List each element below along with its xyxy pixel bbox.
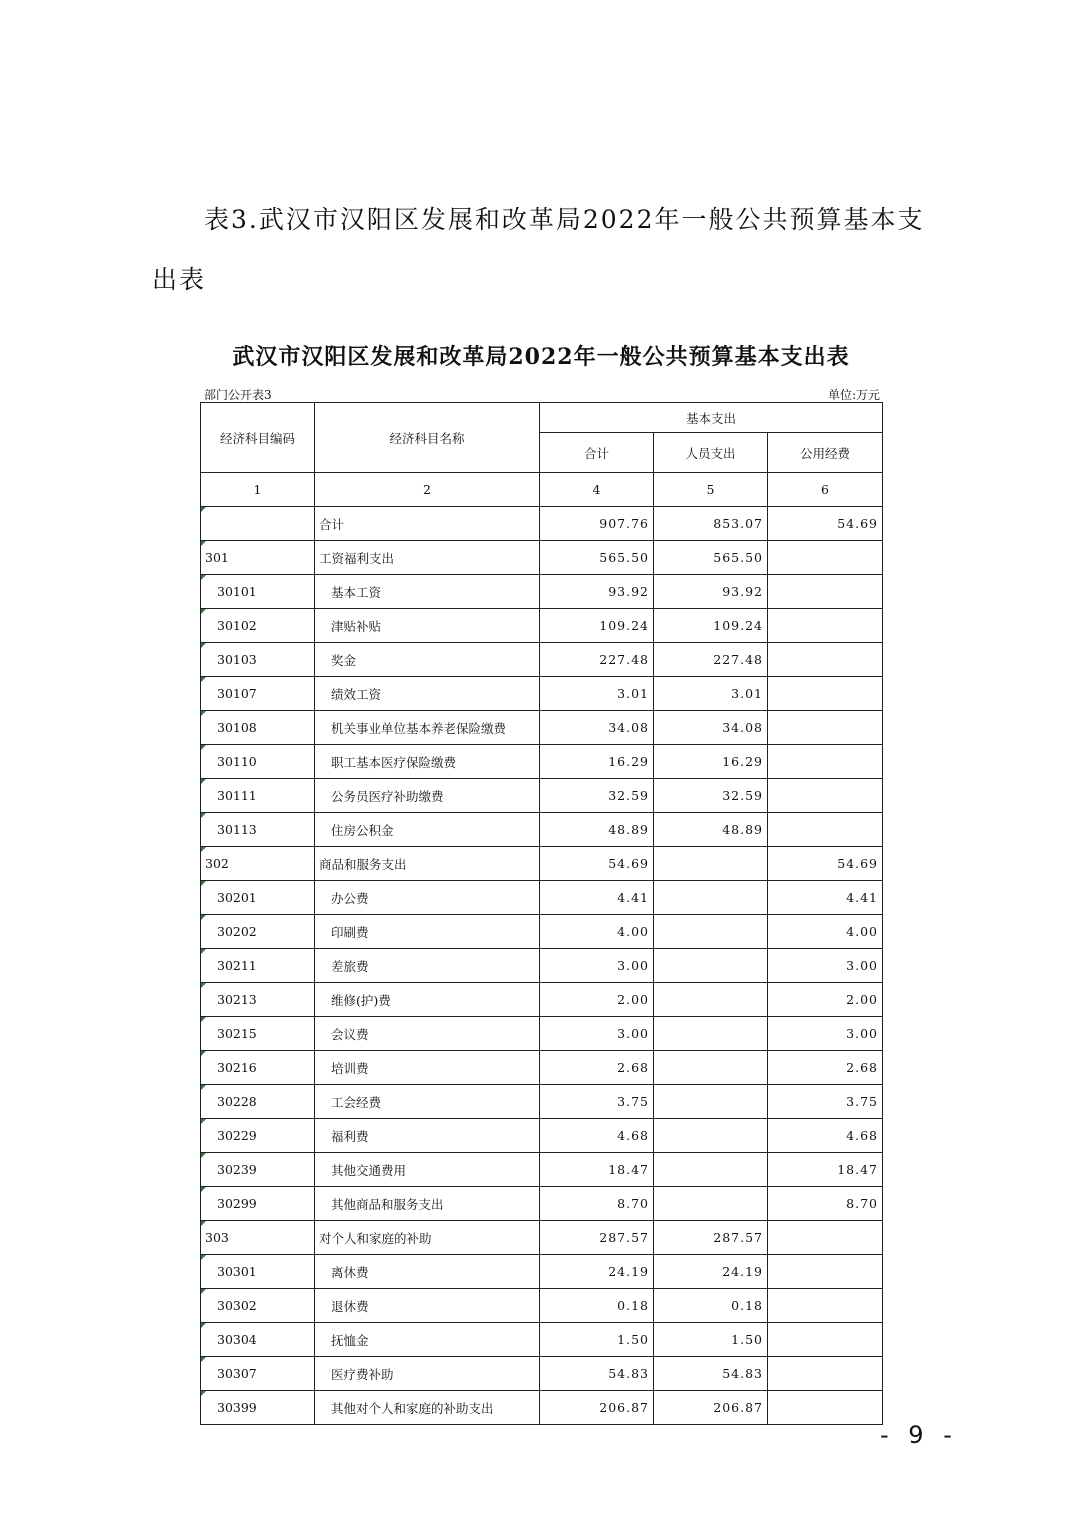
table-row xyxy=(201,1187,883,1221)
table-row xyxy=(201,711,883,745)
table-row xyxy=(201,643,883,677)
row-personnel-cell: 1.50 xyxy=(654,1323,768,1357)
row-total-cell: 54.83 xyxy=(540,1357,654,1391)
row-name-cell: 对个人和家庭的补助 xyxy=(315,1221,540,1255)
row-public-cell: 3.75 xyxy=(768,1085,883,1119)
row-public-cell xyxy=(768,1255,883,1289)
row-code-cell: 30201 xyxy=(201,881,315,915)
row-code-cell: 30239 xyxy=(201,1153,315,1187)
row-code-cell: 301 xyxy=(201,541,315,575)
row-code-cell: 30102 xyxy=(201,609,315,643)
row-public-cell xyxy=(768,1391,883,1425)
table-row xyxy=(201,847,883,881)
row-code-cell: 30215 xyxy=(201,1017,315,1051)
row-public-cell xyxy=(768,813,883,847)
row-code-cell: 30113 xyxy=(201,813,315,847)
row-total-cell: 32.59 xyxy=(540,779,654,813)
row-name-cell: 工会经费 xyxy=(315,1085,540,1119)
row-code-cell: 30307 xyxy=(201,1357,315,1391)
row-total-cell: 93.92 xyxy=(540,575,654,609)
table-row xyxy=(201,1119,883,1153)
row-name-cell: 福利费 xyxy=(315,1119,540,1153)
row-name-cell: 住房公积金 xyxy=(315,813,540,847)
row-name-cell: 基本工资 xyxy=(315,575,540,609)
row-name-cell: 退休费 xyxy=(315,1289,540,1323)
table-row xyxy=(201,507,883,541)
row-code-cell: 30399 xyxy=(201,1391,315,1425)
row-public-cell xyxy=(768,711,883,745)
table-row xyxy=(201,677,883,711)
row-public-cell xyxy=(768,575,883,609)
row-public-cell xyxy=(768,541,883,575)
table-row xyxy=(201,881,883,915)
row-total-cell: 4.41 xyxy=(540,881,654,915)
row-public-cell: 4.68 xyxy=(768,1119,883,1153)
table-row xyxy=(201,745,883,779)
row-personnel-cell: 3.01 xyxy=(654,677,768,711)
row-total-cell: 2.00 xyxy=(540,983,654,1017)
row-public-cell: 4.41 xyxy=(768,881,883,915)
row-name-cell: 奖金 xyxy=(315,643,540,677)
row-personnel-cell: 287.57 xyxy=(654,1221,768,1255)
row-personnel-cell: 34.08 xyxy=(654,711,768,745)
row-public-cell: 2.00 xyxy=(768,983,883,1017)
table-row xyxy=(201,915,883,949)
row-total-cell: 54.69 xyxy=(540,847,654,881)
row-personnel-cell xyxy=(654,1119,768,1153)
row-name-cell: 工资福利支出 xyxy=(315,541,540,575)
table-body xyxy=(201,507,883,1425)
unit-label: 单位:万元 xyxy=(827,388,880,402)
row-name-cell: 办公费 xyxy=(315,881,540,915)
row-personnel-cell xyxy=(654,1051,768,1085)
row-personnel-cell: 853.07 xyxy=(654,507,768,541)
row-total-cell: 16.29 xyxy=(540,745,654,779)
row-code-cell: 30301 xyxy=(201,1255,315,1289)
header-basic-expenditure: 基本支出 xyxy=(540,403,883,433)
row-name-cell: 绩效工资 xyxy=(315,677,540,711)
table-row xyxy=(201,1051,883,1085)
table-reference-label: 部门公开表3 xyxy=(204,388,272,402)
row-personnel-cell xyxy=(654,881,768,915)
row-personnel-cell xyxy=(654,847,768,881)
column-number: 5 xyxy=(654,473,768,507)
column-number: 6 xyxy=(768,473,883,507)
row-personnel-cell xyxy=(654,983,768,1017)
table-row xyxy=(201,575,883,609)
row-name-cell: 公务员医疗补助缴费 xyxy=(315,779,540,813)
row-code-cell: 30101 xyxy=(201,575,315,609)
table-row xyxy=(201,1017,883,1051)
row-code-cell: 30202 xyxy=(201,915,315,949)
row-public-cell: 3.00 xyxy=(768,1017,883,1051)
row-code-cell: 30103 xyxy=(201,643,315,677)
row-personnel-cell: 16.29 xyxy=(654,745,768,779)
table-row xyxy=(201,1255,883,1289)
row-total-cell: 287.57 xyxy=(540,1221,654,1255)
row-total-cell: 0.18 xyxy=(540,1289,654,1323)
row-name-cell: 印刷费 xyxy=(315,915,540,949)
row-name-cell: 维修(护)费 xyxy=(315,983,540,1017)
row-code-cell: 30213 xyxy=(201,983,315,1017)
row-public-cell: 2.68 xyxy=(768,1051,883,1085)
row-name-cell: 其他交通费用 xyxy=(315,1153,540,1187)
row-name-cell: 医疗费补助 xyxy=(315,1357,540,1391)
row-total-cell: 48.89 xyxy=(540,813,654,847)
row-public-cell: 3.00 xyxy=(768,949,883,983)
row-name-cell: 差旅费 xyxy=(315,949,540,983)
column-number: 2 xyxy=(315,473,540,507)
row-personnel-cell xyxy=(654,1153,768,1187)
row-name-cell: 职工基本医疗保险缴费 xyxy=(315,745,540,779)
row-public-cell xyxy=(768,643,883,677)
row-public-cell xyxy=(768,1289,883,1323)
row-public-cell: 54.69 xyxy=(768,847,883,881)
row-code-cell: 30108 xyxy=(201,711,315,745)
row-personnel-cell xyxy=(654,1017,768,1051)
header-personnel: 人员支出 xyxy=(654,433,768,473)
row-code-cell: 30216 xyxy=(201,1051,315,1085)
row-public-cell xyxy=(768,745,883,779)
row-total-cell: 4.00 xyxy=(540,915,654,949)
row-personnel-cell: 32.59 xyxy=(654,779,768,813)
row-personnel-cell xyxy=(654,1085,768,1119)
row-code-cell: 30304 xyxy=(201,1323,315,1357)
row-code-cell: 30107 xyxy=(201,677,315,711)
row-personnel-cell: 109.24 xyxy=(654,609,768,643)
row-public-cell xyxy=(768,1221,883,1255)
row-total-cell: 34.08 xyxy=(540,711,654,745)
row-public-cell xyxy=(768,1323,883,1357)
row-public-cell: 8.70 xyxy=(768,1187,883,1221)
row-personnel-cell: 206.87 xyxy=(654,1391,768,1425)
column-number: 1 xyxy=(201,473,315,507)
row-total-cell: 8.70 xyxy=(540,1187,654,1221)
table-row xyxy=(201,813,883,847)
row-name-cell: 其他对个人和家庭的补助支出 xyxy=(315,1391,540,1425)
row-code-cell: 30229 xyxy=(201,1119,315,1153)
table-row xyxy=(201,609,883,643)
table-row xyxy=(201,949,883,983)
header-name: 经济科目名称 xyxy=(315,403,540,473)
row-code-cell: 30228 xyxy=(201,1085,315,1119)
row-public-cell xyxy=(768,779,883,813)
row-total-cell: 109.24 xyxy=(540,609,654,643)
table-row xyxy=(201,1085,883,1119)
table-row xyxy=(201,779,883,813)
row-total-cell: 3.00 xyxy=(540,1017,654,1051)
row-total-cell: 2.68 xyxy=(540,1051,654,1085)
row-public-cell: 18.47 xyxy=(768,1153,883,1187)
row-name-cell: 津贴补贴 xyxy=(315,609,540,643)
row-name-cell: 抚恤金 xyxy=(315,1323,540,1357)
row-personnel-cell: 565.50 xyxy=(654,541,768,575)
row-public-cell xyxy=(768,1357,883,1391)
table-row xyxy=(201,1289,883,1323)
row-name-cell: 机关事业单位基本养老保险缴费 xyxy=(315,711,540,745)
row-total-cell: 1.50 xyxy=(540,1323,654,1357)
row-personnel-cell: 24.19 xyxy=(654,1255,768,1289)
row-code-cell: 30111 xyxy=(201,779,315,813)
row-personnel-cell: 48.89 xyxy=(654,813,768,847)
row-code-cell: 30302 xyxy=(201,1289,315,1323)
table-row xyxy=(201,1153,883,1187)
row-total-cell: 907.76 xyxy=(540,507,654,541)
table-row xyxy=(201,983,883,1017)
row-code-cell: 303 xyxy=(201,1221,315,1255)
row-code-cell: 30211 xyxy=(201,949,315,983)
row-personnel-cell: 54.83 xyxy=(654,1357,768,1391)
budget-table xyxy=(200,402,883,1425)
row-public-cell: 4.00 xyxy=(768,915,883,949)
row-total-cell: 565.50 xyxy=(540,541,654,575)
table-row xyxy=(201,1323,883,1357)
row-total-cell: 3.01 xyxy=(540,677,654,711)
row-total-cell: 18.47 xyxy=(540,1153,654,1187)
header-code: 经济科目编码 xyxy=(201,403,315,473)
row-name-cell: 商品和服务支出 xyxy=(315,847,540,881)
header-public-funds: 公用经费 xyxy=(768,433,883,473)
row-public-cell xyxy=(768,677,883,711)
row-code-cell: 302 xyxy=(201,847,315,881)
row-personnel-cell xyxy=(654,915,768,949)
row-code-cell: 30299 xyxy=(201,1187,315,1221)
row-name-cell: 离休费 xyxy=(315,1255,540,1289)
row-name-cell: 合计 xyxy=(315,507,540,541)
page-number: - 9 - xyxy=(880,1421,958,1449)
document-title-line2: 出表 xyxy=(152,265,207,294)
row-name-cell: 会议费 xyxy=(315,1017,540,1051)
table-row xyxy=(201,1357,883,1391)
document-title-line1: 表3.武汉市汉阳区发展和改革局2022年一般公共预算基本支 xyxy=(204,205,925,234)
row-code-cell: 30110 xyxy=(201,745,315,779)
table-row xyxy=(201,1391,883,1425)
header-total: 合计 xyxy=(540,433,654,473)
row-personnel-cell: 93.92 xyxy=(654,575,768,609)
table-row xyxy=(201,541,883,575)
row-personnel-cell xyxy=(654,1187,768,1221)
row-total-cell: 206.87 xyxy=(540,1391,654,1425)
row-code-cell xyxy=(201,507,315,541)
row-personnel-cell: 0.18 xyxy=(654,1289,768,1323)
row-total-cell: 3.75 xyxy=(540,1085,654,1119)
document-title xyxy=(152,190,942,310)
table-row xyxy=(201,1221,883,1255)
row-public-cell xyxy=(768,609,883,643)
row-personnel-cell: 227.48 xyxy=(654,643,768,677)
row-personnel-cell xyxy=(654,949,768,983)
row-total-cell: 227.48 xyxy=(540,643,654,677)
row-total-cell: 3.00 xyxy=(540,949,654,983)
column-number: 4 xyxy=(540,473,654,507)
row-total-cell: 4.68 xyxy=(540,1119,654,1153)
row-name-cell: 培训费 xyxy=(315,1051,540,1085)
row-total-cell: 24.19 xyxy=(540,1255,654,1289)
row-public-cell: 54.69 xyxy=(768,507,883,541)
table-title: 武汉市汉阳区发展和改革局2022年一般公共预算基本支出表 xyxy=(232,344,850,370)
row-name-cell: 其他商品和服务支出 xyxy=(315,1187,540,1221)
